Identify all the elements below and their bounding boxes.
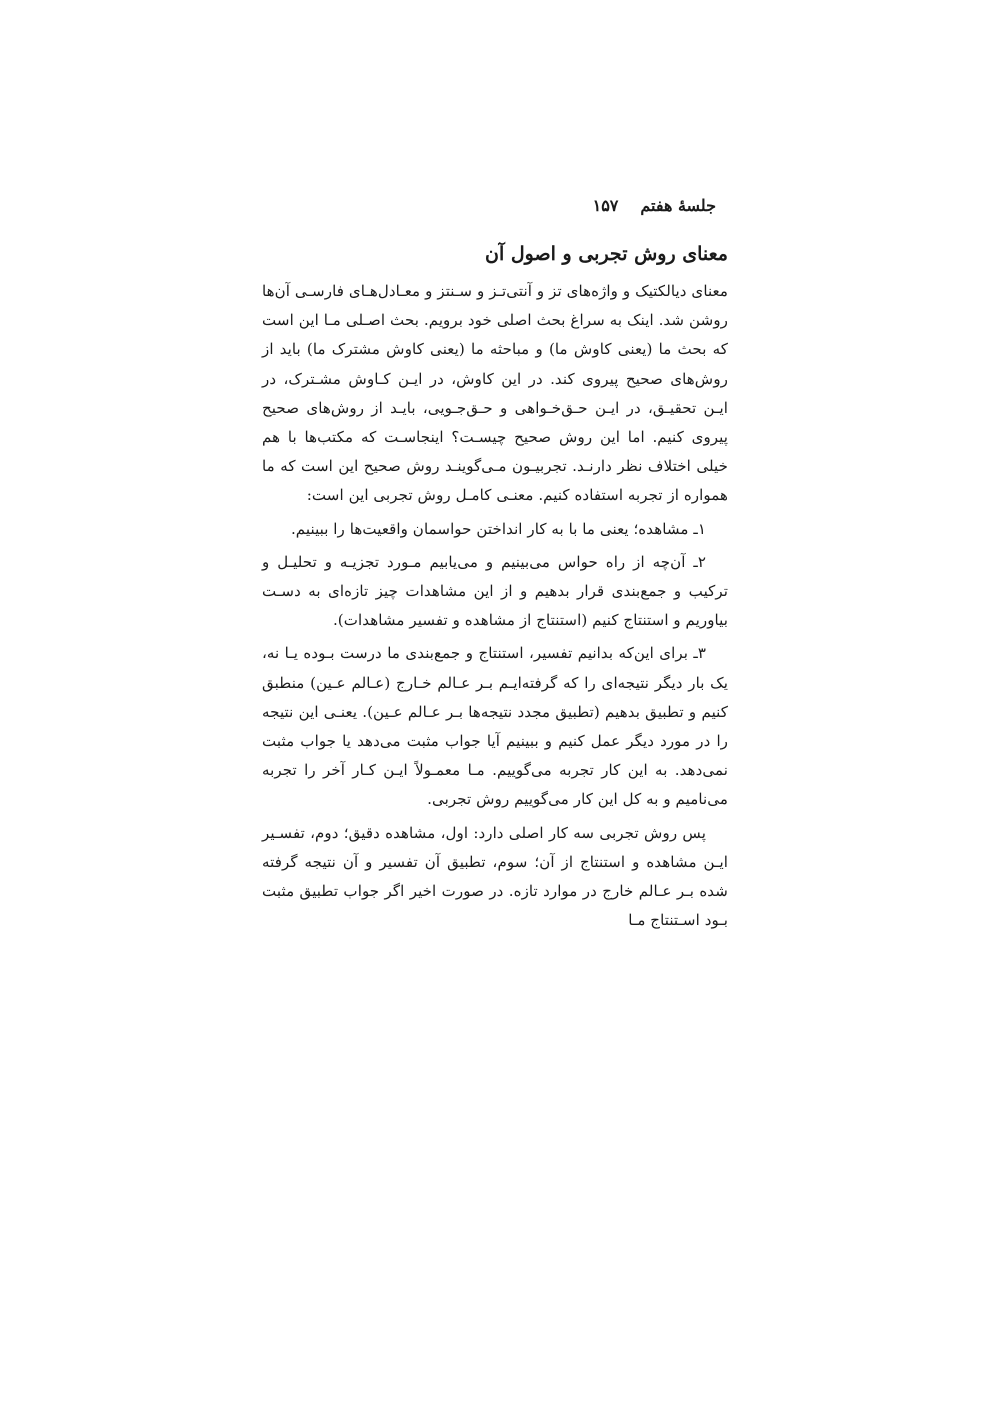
book-page [262,185,728,935]
section-heading: معنای روش تجربی و اصول آن [485,243,728,265]
paragraph-summary: پس روش تجربی سه کار اصلی دارد: اول، مشاهده دقیق؛ دوم، تفسـیر ایـن مشاهده و استنتاج از آن؛ سوم، تطبیق آن تفسیر و آن نتیجه گرفته شده بـر عـالم خارج در موارد تازه. در صورت اخیر اگر جواب تطبیق مثبت بـود اسـتنتاج مـا [262,823,728,930]
page-number: ۱۵۷ [592,195,619,215]
chapter-title: جلسهٔ هفتم [640,195,716,215]
paragraph-step-1: ۱ـ مشاهده؛ یعنی ما با به کار انداختن حواسمان واقعیت‌ها را ببینیم. [290,519,706,538]
paragraph-intro: معنای دیالکتیک و واژه‌های تز و آنتی‌تـز و سـنتز و معـادل‌هـای فارسـی آن‌ها روشن شد. اینک به سراغ بحث اصلی خود برویم. بحث اصـلی مـا این است که بحث ما (یعنی کاوش ما) و مباحثه ما (یعنی کاوش مشترک ما) باید از روش‌های صحیح پیروی کند. در این کاوش، در ایـن کـاوش مشـترک، در ایـن تحقیـق، در ایـن حـق‌خـواهی و حـق‌جـویی، بایـد از روش‌های صحیح پیروی کنیم. اما این روش صحیح چیسـت؟ اینجاسـت که مکتب‌ها با هم خیلی اختلاف نظر دارنـد. تجربیـون مـی‌گوینـد روش صحیح این است که ما همواره از تجربه استفاده کنیم. معنـی کامـل روش تجربی این است: [262,282,728,505]
paragraph-step-2: ۲ـ آن‌چه از راه حواس می‌بینیم و می‌یابیم مـورد تجزیـه و تحلیـل و ترکیب و جمع‌بندی قرار بدهیم و از این مشاهدات چیز تازه‌ای به دسـت بیاوریم و استنتاج کنیم (استنتاج از مشاهده و تفسیر مشاهدات). [262,552,728,630]
running-header [262,185,728,225]
paragraph-step-3: ۳ـ برای این‌که بدانیم تفسیر، استنتاج و جمع‌بندی ما درست بـوده یـا نه، یک بار دیگر نتیجه‌ای را که گرفته‌ایـم بـر عـالم خـارج (عـالم عـین) منطبق کنیم و تطبیق بدهیم (تطبیق مجدد نتیجه‌ها بـر عـالم عـین). یعنـی این نتیجه را در مورد دیگر عمل کنیم و ببینیم آیا جواب مثبت می‌دهد یا جواب مثبت نمی‌دهد. به این کار تجربه می‌گوییم. مـا معمـولاً ایـن کـار آخر را تجربه می‌نامیم و به کل این کار می‌گوییم روش تجربی. [262,644,728,809]
